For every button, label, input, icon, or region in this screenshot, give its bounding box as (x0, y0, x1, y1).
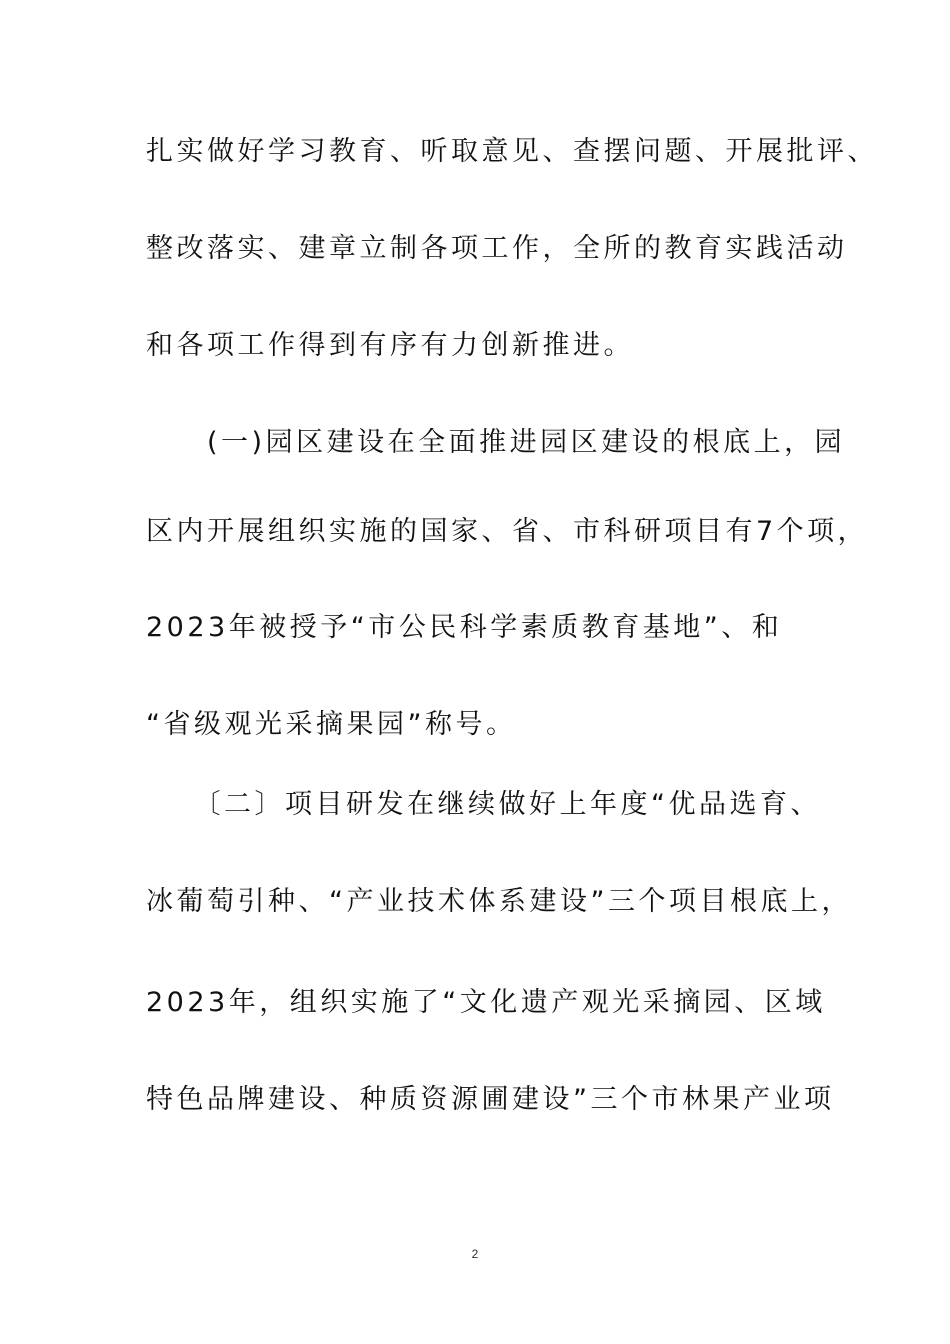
page-number: 2 (471, 1247, 479, 1261)
text-line: 2023年被授予“市公民科学素质教育基地”、和 (146, 612, 783, 643)
text-line: 〔二〕项目研发在继续做好上年度“优品选育、 (146, 789, 821, 820)
text-line: 2023年，组织实施了“文化遗产观光采摘园、区域 (146, 987, 826, 1018)
text-line: 特色品牌建设、种质资源圃建设”三个市林果产业项 (146, 1084, 835, 1115)
text-line: 区内开展组织实施的国家、省、市科研项目有7个项， (146, 516, 869, 547)
text-line: (一)园区建设在全面推进园区建设的根底上，园 (146, 427, 846, 458)
text-line: 扎实做好学习教育、听取意见、查摆问题、开展批评、 (146, 136, 878, 167)
text-line: 和各项工作得到有序有力创新推进。 (146, 330, 634, 361)
text-line: 冰葡萄引种、“产业技术体系建设”三个项目根底上， (146, 886, 852, 917)
text-line: 整改落实、建章立制各项工作，全所的教育实践活动 (146, 233, 848, 264)
text-line: “省级观光采摘果园”称号。 (146, 709, 517, 740)
